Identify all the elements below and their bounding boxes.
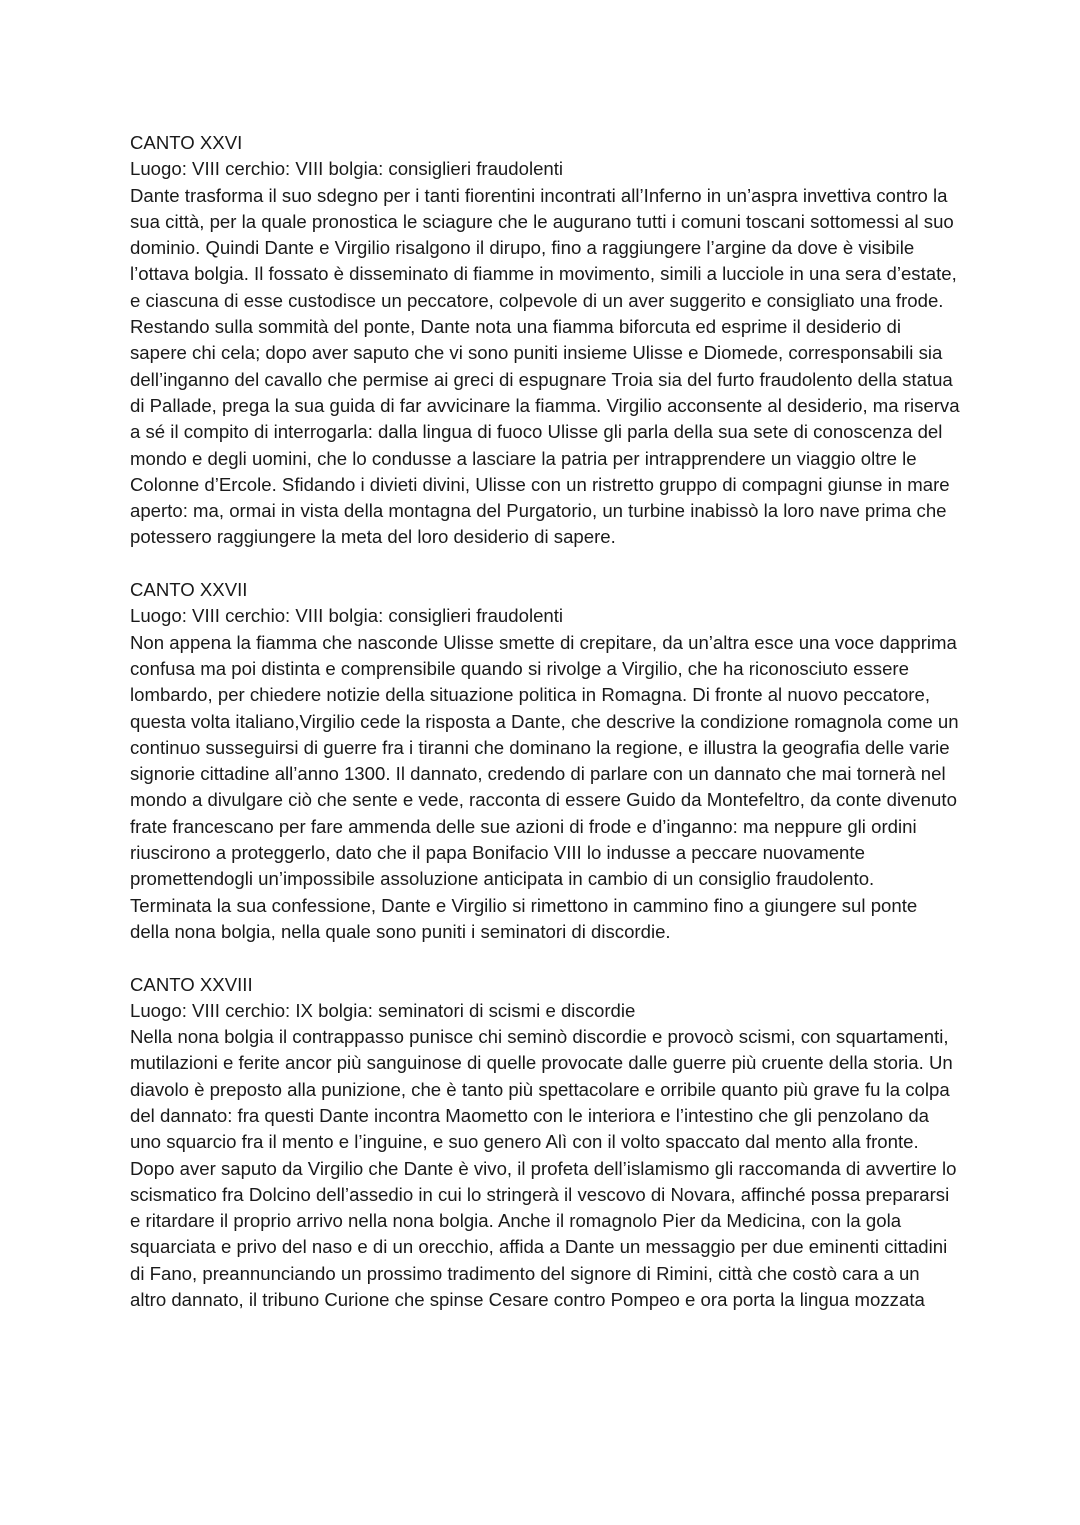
- canto-title: CANTO XXVIII: [130, 973, 253, 995]
- canto-title: CANTO XXVII: [130, 579, 248, 601]
- canto-location: Luogo: VIII cerchio: VIII bolgia: consiglieri fraudolenti: [130, 158, 564, 180]
- canto-location: Luogo: VIII cerchio: IX bolgia: seminatori di scismi e discordie: [130, 999, 636, 1021]
- canto-section: [130, 130, 960, 551]
- canto-title: CANTO XXVI: [130, 132, 243, 153]
- canto-section: [130, 577, 960, 945]
- canto-summary: Nella nona bolgia il contrappasso punisce chi seminò discordie e provocò scismi, con squartamenti, mutilazioni e ferite ancor più sanguinose di quelle provocate dalle guerre più cruente della storia. Un diavolo è preposto alla punizione, che è tanto più spettacolare e orribile quanto più grave fu la colpa del dannato: fra questi Dante incontra Maometto con le interiora e l’intestino che gli penzolano da uno squarcio fra il mento e l’inguine, e suo genero Alì con il volto spaccato dal mento alla fronte. Dopo aver saputo da Virgilio che Dante è vivo, il profeta dell’islamismo gli raccomanda di avvertire lo scismatico fra Dolcino dell’assedio in cui lo stringerà il vescovo di Novara, affinché possa prepararsi e ritardare il proprio arrivo nella nona bolgia. Anche il romagnolo Pier da Medicina, con la gola squarciata e privo del naso e di un orecchio, affida a Dante un messaggio per due eminenti cittadini di Fano, preannunciando un prossimo tradimento del signore di Rimini, città che costò cara a un altro dannato, il tribuno Curione che spinse Cesare contro Pompeo e ora porta la lingua mozzata: [130, 1026, 957, 1311]
- canto-section: [130, 972, 960, 1314]
- canto-summary: Dante trasforma il suo sdegno per i tanti fiorentini incontrati all’Inferno in un’aspra invettiva contro la sua città, per la quale pronostica le sciagure che le augurano tutti i comuni toscani sottomessi al suo dominio. Quindi Dante e Virgilio risalgono il dirupo, fino a raggiungere l’argine da dove è visibile l’ottava bolgia. Il fossato è disseminato di fiamme in movimento, simili a lucciole in una sera d’estate, e ciascuna di esse custodisce un peccatore, colpevole di un aver suggerito e consigliato una frode. Restando sulla sommità del ponte, Dante nota una fiamma biforcuta ed esprime il desiderio di sapere chi cela; dopo aver saputo che vi sono puniti insieme Ulisse e Diomede, corresponsabili sia dell’inganno del cavallo che permise ai greci di espugnare Troia sia del furto fraudolento della statua di Pallade, prega la sua guida di far avvicinare la fiamma. Virgilio acconsente al desiderio, ma riserva a sé il compito di interrogarla: dalla lingua di fuoco Ulisse gli parla della sua sete di conoscenza del mondo e degli uomini, che lo condusse a lasciare la patria per intrapprendere un viaggio oltre le Colonne d’Ercole. Sfidando i divieti divini, Ulisse con un ristretto gruppo di compagni giunse in mare aperto: ma, ormai in vista della montagna del Purgatorio, un turbine inabissò la loro nave prima che potessero raggiungere la meta del loro desiderio di sapere.: [130, 184, 960, 548]
- canto-location: Luogo: VIII cerchio: VIII bolgia: consiglieri fraudolenti: [130, 605, 564, 627]
- document-page: [130, 130, 960, 1340]
- canto-summary: Non appena la fiamma che nasconde Ulisse smette di crepitare, da un’altra esce una voce dapprima confusa ma poi distinta e comprensibile quando si rivolge a Virgilio, che ha riconosciuto essere lombardo, per chiedere notizie della situazione politica in Romagna. Di fronte al nuovo peccatore, questa volta italiano,Virgilio cede la risposta a Dante, che descrive la condizione romagnola come un continuo susseguirsi di guerre fra i tiranni che dominano la regione, e illustra la geografia delle varie signorie cittadine all’anno 1300. Il dannato, credendo di parlare con un dannato che mai tornerà nel mondo a divulgare ciò che sente e vede, racconta di essere Guido da Montefeltro, da conte divenuto frate francescano per fare ammenda delle sue azioni di frode e d’inganno: ma neppure gli ordini riuscirono a proteggerlo, dato che il papa Bonifacio VIII lo indusse a peccare nuovamente promettendogli un’impossibile assoluzione anticipata in cambio di un consiglio fraudolento. Terminata la sua confessione, Dante e Virgilio si rimettono in cammino fino a giungere sul ponte della nona bolgia, nella quale sono puniti i seminatori di discordie.: [130, 631, 959, 942]
